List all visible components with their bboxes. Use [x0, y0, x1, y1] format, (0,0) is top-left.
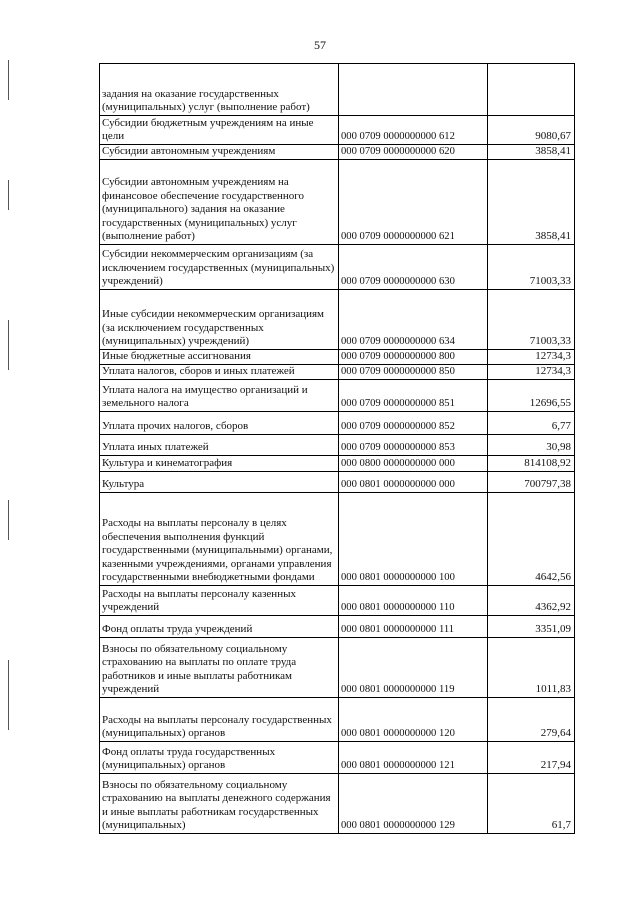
- row-name: задания на оказание государственных (муниципальных) услуг (выполнение работ): [100, 64, 339, 116]
- row-code: 000 0801 0000000000 119: [339, 638, 488, 698]
- row-name: Расходы на выплаты персоналу в целях обеспечения выполнения функций государственными (муниципальными) органами, казенными учреждениями, органами управления государственными внебюджетными фондами: [100, 493, 339, 586]
- row-code: 000 0709 0000000000 852: [339, 412, 488, 435]
- row-name: Фонд оплаты труда государственных (муниципальных) органов: [100, 742, 339, 774]
- row-code: 000 0709 0000000000 630: [339, 245, 488, 290]
- row-name: Культура: [100, 472, 339, 493]
- table-row: [100, 350, 575, 365]
- row-name: Взносы по обязательному социальному страхованию на выплаты денежного содержания и иные выплаты работникам государственных (муниципальных): [100, 774, 339, 834]
- row-name: Уплата иных платежей: [100, 435, 339, 456]
- row-sum: 700797,38: [488, 472, 575, 493]
- row-name: Расходы на выплаты персоналу государственных (муниципальных) органов: [100, 698, 339, 742]
- row-sum: [488, 64, 575, 116]
- row-name: Субсидии автономным учреждениям: [100, 145, 339, 160]
- row-code: 000 0801 0000000000 121: [339, 742, 488, 774]
- row-sum: 12734,3: [488, 365, 575, 380]
- row-name: Субсидии автономным учреждениям на финансовое обеспечение государственного (муниципального) задания на оказание государственных (муниципальных) услуг (выполнение работ): [100, 160, 339, 245]
- row-code: 000 0801 0000000000 100: [339, 493, 488, 586]
- row-code: 000 0709 0000000000 621: [339, 160, 488, 245]
- table-row: [100, 290, 575, 350]
- table-row: [100, 145, 575, 160]
- page-number: 57: [314, 38, 326, 52]
- row-name: Культура и кинематография: [100, 456, 339, 472]
- table-row: [100, 245, 575, 290]
- row-code: 000 0709 0000000000 800: [339, 350, 488, 365]
- row-sum: 61,7: [488, 774, 575, 834]
- budget-table: [99, 63, 575, 834]
- row-sum: 12696,55: [488, 380, 575, 412]
- table-row: [100, 456, 575, 472]
- row-code: 000 0709 0000000000 853: [339, 435, 488, 456]
- row-code: 000 0709 0000000000 634: [339, 290, 488, 350]
- row-code: 000 0801 0000000000 120: [339, 698, 488, 742]
- row-code: 000 0709 0000000000 851: [339, 380, 488, 412]
- row-sum: 12734,3: [488, 350, 575, 365]
- row-name: Уплата налога на имущество организаций и земельного налога: [100, 380, 339, 412]
- row-sum: 71003,33: [488, 290, 575, 350]
- table-row: [100, 774, 575, 834]
- table-row: [100, 412, 575, 435]
- row-code: 000 0801 0000000000 110: [339, 586, 488, 616]
- row-code: [339, 64, 488, 116]
- table-row: [100, 742, 575, 774]
- row-name: Взносы по обязательному социальному страхованию на выплаты по оплате труда работников и иные выплаты работникам учреждений: [100, 638, 339, 698]
- row-sum: 3351,09: [488, 616, 575, 638]
- row-name: Уплата налогов, сборов и иных платежей: [100, 365, 339, 380]
- row-sum: 279,64: [488, 698, 575, 742]
- row-sum: 71003,33: [488, 245, 575, 290]
- row-name: Иные субсидии некоммерческим организациям (за исключением государственных (муниципальных) учреждений): [100, 290, 339, 350]
- row-name: Расходы на выплаты персоналу казенных учреждений: [100, 586, 339, 616]
- scan-margin-marks: [8, 60, 12, 840]
- table-row: [100, 64, 575, 116]
- table-row: [100, 380, 575, 412]
- row-code: 000 0709 0000000000 620: [339, 145, 488, 160]
- table-row: [100, 435, 575, 456]
- row-sum: 1011,83: [488, 638, 575, 698]
- row-code: 000 0801 0000000000 129: [339, 774, 488, 834]
- row-code: 000 0709 0000000000 612: [339, 116, 488, 145]
- row-name: Уплата прочих налогов, сборов: [100, 412, 339, 435]
- table-row: [100, 638, 575, 698]
- row-sum: 9080,67: [488, 116, 575, 145]
- row-sum: 4642,56: [488, 493, 575, 586]
- table-row: [100, 616, 575, 638]
- row-sum: 4362,92: [488, 586, 575, 616]
- row-sum: 3858,41: [488, 160, 575, 245]
- table-row: [100, 586, 575, 616]
- row-sum: 814108,92: [488, 456, 575, 472]
- table-row: [100, 698, 575, 742]
- row-code: 000 0801 0000000000 000: [339, 472, 488, 493]
- table-row: [100, 160, 575, 245]
- table-row: [100, 472, 575, 493]
- row-code: 000 0709 0000000000 850: [339, 365, 488, 380]
- row-name: Фонд оплаты труда учреждений: [100, 616, 339, 638]
- table-row: [100, 116, 575, 145]
- row-name: Субсидии некоммерческим организациям (за исключением государственных (муниципальных) учреждений): [100, 245, 339, 290]
- row-name: Субсидии бюджетным учреждениям на иные цели: [100, 116, 339, 145]
- table-row: [100, 365, 575, 380]
- row-sum: 6,77: [488, 412, 575, 435]
- row-name: Иные бюджетные ассигнования: [100, 350, 339, 365]
- row-code: 000 0801 0000000000 111: [339, 616, 488, 638]
- row-code: 000 0800 0000000000 000: [339, 456, 488, 472]
- row-sum: 3858,41: [488, 145, 575, 160]
- row-sum: 217,94: [488, 742, 575, 774]
- table-row: [100, 493, 575, 586]
- row-sum: 30,98: [488, 435, 575, 456]
